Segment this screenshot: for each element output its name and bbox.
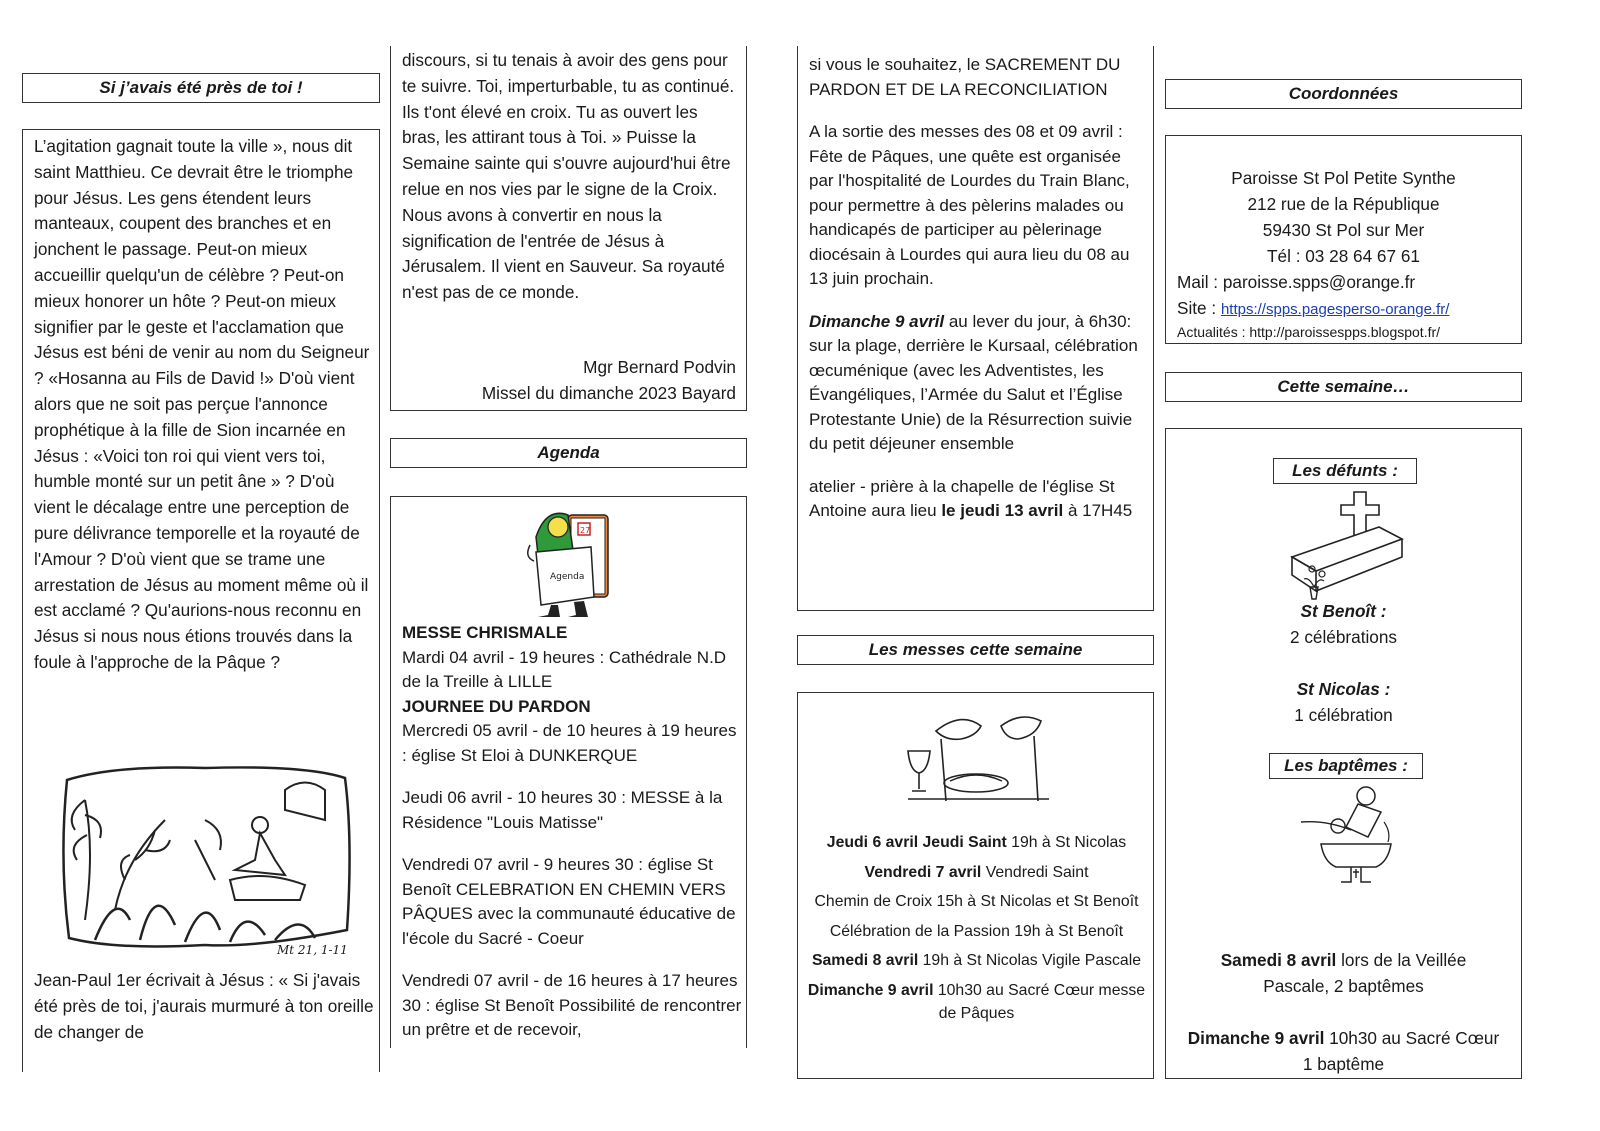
paroisse-tel: Tél : 03 28 64 67 61 — [1267, 246, 1420, 266]
paroisse-rue: 212 rue de la République — [1247, 194, 1440, 214]
coordonnees-box — [1165, 135, 1522, 344]
meditation-paragraph: L’agitation gagnait toute la ville », nous dit saint Matthieu. Ce devrait être le triomphe pour Jésus. Les gens étendent leurs manteaux, coupent des branches et en jonchent le passage. Peut-on mieux accueillir quelqu'un de célèbre ? Peut-on mieux honorer un hôte ? Peut-on mieux signifier par le geste et l'acclamation que Jésus est béni de venir au nom du Seigneur ? «Hosanna au Fils de David !» D'où vient alors que ne soit pas perçue l'annonce prophétique à la fille de Sion incarnée en Jésus : «Voici ton roi qui vient vers toi, humble monté sur un petit âne » ? D'où vient le décalage entre une perception de pure délivrance temporelle et la royauté de l'Amour ? D'où vient que se trame une arrestation de Jésus au moment même où il est acclamé ? Qu'aurions-nous reconnu en Jésus si nous nous étions trouvés dans la foule à l'approche de la Pâque ? — [34, 136, 370, 672]
svg-text:Agenda: Agenda — [550, 572, 585, 582]
baptemes-header-box — [1269, 753, 1423, 781]
baptism-illustration — [1296, 782, 1411, 892]
paroisse-mail: Mail : paroisse.spps@orange.fr — [1177, 272, 1416, 292]
svg-text:27: 27 — [580, 526, 591, 535]
meditation-box — [22, 129, 380, 1072]
messe-item: Chemin de Croix 15h à St Nicolas et St Benoît — [814, 893, 1139, 910]
messe-chrismale-text: Mardi 04 avril - 19 heures : Cathédrale N.D de la Treille à LILLE — [402, 647, 727, 691]
illustration-caption: Mt 21, 1-11 — [277, 943, 348, 957]
author-source: Missel du dimanche 2023 Bayard — [481, 383, 736, 403]
agenda-item-jeudi: Jeudi 06 avril - 10 heures 30 : MESSE à la Résidence "Louis Matisse" — [402, 788, 723, 832]
messe-chrismale-title: MESSE CHRISMALE — [402, 623, 568, 642]
atelier-priere: atelier - prière à la chapelle de l'église St Antoine aura lieu le jeudi 13 avril à 17H45 — [809, 476, 1133, 520]
agenda-box — [390, 496, 747, 1048]
tomb-cross-icon — [1284, 487, 1409, 607]
defunts-header-box — [1273, 458, 1417, 486]
meditation-continued-box — [390, 46, 747, 411]
baptemes-header: Les baptêmes : — [1269, 753, 1423, 779]
journee-pardon-text: Mercredi 05 avril - de 10 heures à 19 heures : église St Eloi à DUNKERQUE — [402, 721, 737, 765]
paroisse-name: Paroisse St Pol Petite Synthe — [1231, 168, 1456, 188]
baptism-font-icon — [1296, 782, 1411, 892]
palm-sunday-icon — [55, 760, 355, 965]
author-name: Mgr Bernard Podvin — [583, 357, 736, 377]
paroisse-actualites: Actualités : http://paroissespps.blogspot.fr/ — [1177, 324, 1441, 340]
paroisse-site: Site : https://spps.pagesperso-orange.fr/ — [1177, 298, 1450, 318]
chalice-icon — [906, 701, 1051, 809]
baptemes-dimanche: Dimanche 9 avril 10h30 au Sacré Cœur 1 baptême — [1187, 1028, 1500, 1074]
cette-semaine-box — [1165, 428, 1522, 1079]
palm-sunday-illustration — [55, 760, 355, 965]
header-agenda: Agenda — [390, 438, 747, 468]
nicolas-count: 1 célébration — [1294, 705, 1393, 725]
messe-item: Vendredi 7 avril Vendredi Saint — [864, 863, 1089, 881]
messe-item: Dimanche 9 avril 10h30 au Sacré Cœur messe de Pâques — [807, 981, 1146, 1022]
messe-item: Jeudi 6 avril Jeudi Saint 19h à St Nicolas — [826, 834, 1127, 851]
nicolas-name: St Nicolas : — [1296, 679, 1391, 699]
header-cette-semaine: Cette semaine… — [1165, 372, 1522, 402]
agenda-continued-box — [797, 46, 1154, 611]
agenda-mascot-icon — [516, 497, 616, 622]
meditation-continued-text: discours, si tu tenais à avoir des gens pour te suivre. Toi, imperturbable, tu as continué. Ils t'ont élevé en croix. Tu as ouvert les bras, les attirant tous à Toi. » Puisse la Semaine sainte qui s'ouvre aujourd'hui être relue en nos vies par le signe de la Croix. Nous avons à convertir en nous la signification de l'entrée de Jésus à Jérusalem. Il vient en Sauveur. Sa royauté n'est pas de ce monde. — [402, 50, 735, 303]
agenda-list — [402, 621, 742, 1043]
agenda-mascot-illustration — [516, 497, 616, 622]
journee-pardon-title: JOURNEE DU PARDON — [402, 696, 591, 716]
header-coordonnees: Coordonnées — [1165, 79, 1522, 109]
header-si-javais: Si j’avais été près de toi ! — [22, 73, 380, 103]
tomb-illustration — [1284, 487, 1409, 607]
agenda-item-vendredi-1: Vendredi 07 avril - 9 heures 30 : église St Benoît CELEBRATION EN CHEMIN VERS PÂQUES avec la communauté éducative de l'école du Sacré - Coeur — [402, 855, 736, 948]
messe-item: Célébration de la Passion 19h à St Benoît — [829, 922, 1124, 940]
agenda-item-vendredi-2: Vendredi 07 avril - de 16 heures à 17 heures 30 : église St Benoît Possibilité de rencontrer un prêtre et de recevoir, — [402, 971, 742, 1039]
messe-item: Samedi 8 avril 19h à St Nicolas Vigile Pascale — [811, 952, 1141, 969]
meditation-continuation: Jean-Paul 1er écrivait à Jésus : « Si j'avais été près de toi, j'aurais murmuré à ton oreille de changer de — [34, 970, 374, 1042]
messes-box — [797, 692, 1154, 1079]
eucharist-illustration — [906, 701, 1051, 809]
benoit-count: 2 célébrations — [1289, 627, 1397, 647]
agenda-continued-list — [809, 53, 1149, 524]
benoit-name: St Benoît : — [1300, 601, 1387, 621]
defunts-header: Les défunts : — [1273, 458, 1417, 484]
sacrement-text: si vous le souhaitez, le SACREMENT DU PARDON ET DE LA RECONCILIATION — [809, 55, 1121, 99]
paroisse-ville: 59430 St Pol sur Mer — [1262, 220, 1425, 240]
header-messes: Les messes cette semaine — [797, 635, 1154, 665]
baptemes-samedi: Samedi 8 avril lors de la Veillée Pascale, 2 baptêmes — [1220, 950, 1467, 996]
site-link[interactable]: https://spps.pagesperso-orange.fr/ — [1220, 301, 1450, 318]
messes-list — [806, 831, 1147, 1026]
quete-text: A la sortie des messes des 08 et 09 avril : Fête de Pâques, une quête est organisée par l'hospitalité de Lourdes du Train Blanc, pour permettre à des pèlerins malades ou handicapés de participer au pèlerinage diocésain à Lourdes qui aura lieu du 08 au 13 juin prochain. — [809, 122, 1130, 288]
dimanche-oecumenique: Dimanche 9 avril au lever du jour, à 6h30: sur la plage, derrière le Kursaal, célébration œcuménique (avec les Adventistes, les Évangéliques, l’Armée du Salut et l’Église Protestante Unie) de la Résurrection suivie du petit déjeuner ensemble — [809, 311, 1138, 453]
